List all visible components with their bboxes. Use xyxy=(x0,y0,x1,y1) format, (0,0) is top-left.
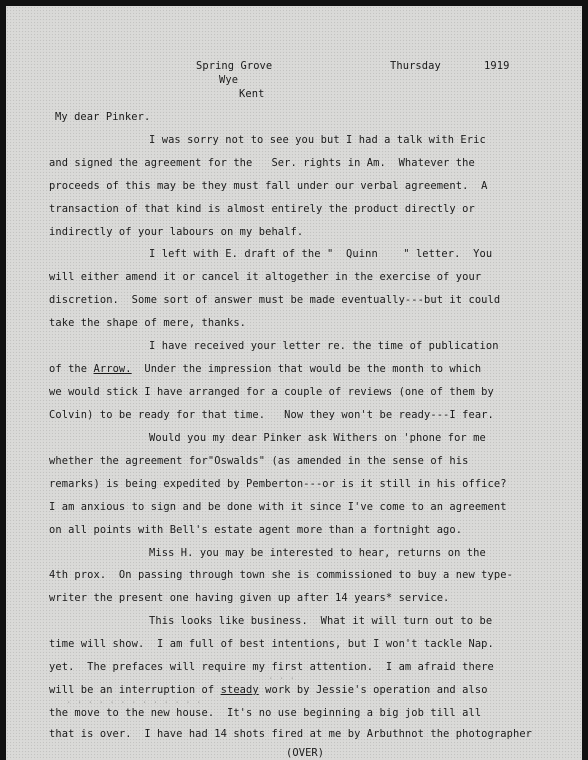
body-line: will either amend it or cancel it altogether in the exercise of your xyxy=(49,271,482,283)
body-line: transaction of that kind is almost entirely the product directly or xyxy=(49,203,475,215)
body-line: remarks) is being expedited by Pemberton---or is it still in his office? xyxy=(49,478,507,490)
header-day: Thursday xyxy=(390,60,441,72)
body-line: discretion. Some sort of answer must be made eventually---but it could xyxy=(49,294,501,306)
header-village: Wye xyxy=(219,74,239,86)
body-line: Would you my dear Pinker ask Withers on 'phone for me xyxy=(149,432,486,444)
bleed-through-text: · · · · · · · · · · · · · xyxy=(66,696,202,706)
body-line: indirectly of your labours on my behalf. xyxy=(49,226,304,238)
body-line: I am anxious to sign and be done with it since I've come to an agreement xyxy=(49,501,507,513)
body-text: of the xyxy=(49,363,94,375)
body-text: Under the impression that would be the month to which xyxy=(131,363,482,375)
body-text: work by Jessie's operation and also xyxy=(258,684,488,696)
body-line: 4th prox. On passing through town she is commissioned to buy a new type- xyxy=(49,569,513,581)
body-line: take the shape of mere, thanks. xyxy=(49,317,247,329)
body-line: time will show. I am full of best intentions, but I won't tackle Nap. xyxy=(49,638,494,650)
header-county: Kent xyxy=(239,88,265,100)
body-line: writer the present one having given up after 14 years* service. xyxy=(49,592,450,604)
body-line: I have received your letter re. the time of publication xyxy=(149,340,499,352)
body-line: I left with E. draft of the " Quinn " letter. You xyxy=(149,248,493,260)
body-line: proceeds of this may be they must fall under our verbal agreement. A xyxy=(49,180,488,192)
body-line: This looks like business. What it will turn out to be xyxy=(149,615,493,627)
body-line: on all points with Bell's estate agent more than a fortnight ago. xyxy=(49,524,463,536)
body-line: Colvin) to be ready for that time. Now they won't be ready---I fear. xyxy=(49,409,494,421)
body-line: Miss H. you may be interested to hear, returns on the xyxy=(149,547,486,559)
body-line: whether the agreement for"Oswalds" (as amended in the sense of his xyxy=(49,455,469,467)
body-line: that is over. I have had 14 shots fired at me by Arbuthnot the photographer xyxy=(49,728,533,740)
body-text: will be an interruption of xyxy=(49,684,221,696)
letter-page xyxy=(6,6,582,760)
body-line xyxy=(49,684,488,696)
title-arrow: Arrow. xyxy=(93,363,132,375)
body-line xyxy=(49,363,481,375)
salutation: My dear Pinker. xyxy=(55,111,151,123)
body-line: and signed the agreement for the Ser. rights in Am. Whatever the xyxy=(49,157,475,169)
body-line: I was sorry not to see you but I had a talk with Eric xyxy=(149,134,486,146)
body-line: we would stick I have arranged for a couple of reviews (one of them by xyxy=(49,386,494,398)
body-line: the move to the new house. It's no use beginning a big job till all xyxy=(49,707,482,719)
footer-over: (OVER) xyxy=(286,747,325,759)
emphasis-steady: steady xyxy=(220,684,259,696)
header-year: 1919 xyxy=(484,60,510,72)
header-place: Spring Grove xyxy=(196,60,273,72)
bleed-through-text: · · · xyxy=(268,672,296,682)
body-line: yet. The prefaces will require my first attention. I am afraid there xyxy=(49,661,494,673)
